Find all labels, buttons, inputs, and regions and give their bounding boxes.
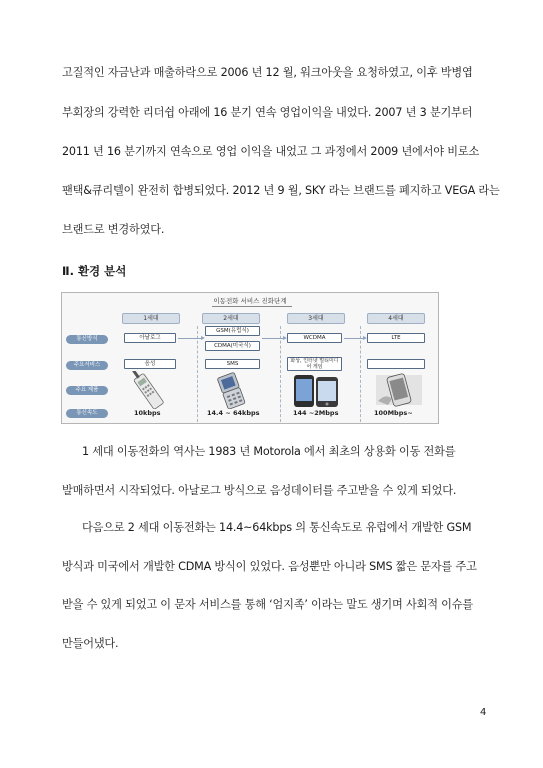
paragraph-3-line-2: 방식과 미국에서 개발한 CDMA 방식이 있었다. 음성뿐만 아니라 SMS 짧은 문자를 주고 (62, 560, 477, 573)
smartphone-icon (290, 373, 342, 409)
row-label-product: 주요 제품 (66, 386, 108, 395)
section-heading: Ⅱ. 환경 분석 (62, 264, 127, 278)
page-number: 4 (480, 707, 487, 718)
paragraph-3-line-3: 받을 수 있게 되었고 이 문자 서비스를 통해 ‘엄지족’ 이라는 말도 생기며 사회적 이슈를 (62, 598, 473, 611)
row-label-method: 통신방식 (66, 335, 108, 344)
brick-phone-icon (124, 371, 174, 409)
flip-phone-icon (210, 371, 254, 409)
generation-header-1: 1세대 (122, 313, 180, 324)
tech-box-lte: LTE (367, 333, 425, 343)
service-box-4g (367, 359, 425, 369)
generation-header-3: 3세대 (287, 313, 345, 324)
paragraph-1-line-4: 팬택&큐리텔이 완전히 합병되었다. 2012 년 9 월, SKY 라는 브랜드를 폐지하고 VEGA 라는 (62, 184, 500, 197)
paragraph-1-line-1: 고질적인 자금난과 매출하락으로 2006 년 12 월, 워크아웃을 요청하였고, 이후 박병엽 (62, 66, 473, 79)
speed-label-3g: 144 ~2Mbps (293, 409, 339, 417)
tech-box-wcdma: WCDMA (287, 333, 342, 343)
figure-title-underline (212, 306, 292, 307)
column-divider (197, 326, 198, 422)
paragraph-2-line-2: 발매하면서 시작되었다. 아날로그 방식으로 음성데이터를 주고받을 수 있게 되었다. (62, 484, 457, 497)
speed-label-2g: 14.4 ~ 64kbps (207, 409, 260, 417)
generation-header-4: 4세대 (367, 313, 425, 324)
tech-box-gsm: GSM(유럽식) (205, 326, 260, 336)
generation-header-2: 2세대 (202, 313, 260, 324)
figure-title: 이동전화 서비스 진화단계 (213, 297, 287, 305)
arrow-right-icon (344, 338, 364, 339)
paragraph-3-line-4: 만들어냈다. (62, 637, 119, 650)
row-label-speed: 통신속도 (66, 409, 108, 418)
tech-box-cdma: CDMA(미국식) (205, 341, 260, 351)
service-box-multimedia: 화상, 인터넷 멀티미디어 게임 (287, 357, 342, 371)
arrow-right-icon (262, 338, 284, 339)
paragraph-3-line-1: 다음으로 2 세대 이동전화는 14.4~64kbps 의 통신속도로 유럽에서 개발한 GSM (82, 521, 472, 534)
row-label-service: 주요서비스 (66, 361, 108, 370)
paragraph-2-line-1: 1 세대 이동전화의 역사는 1983 년 Motorola 에서 최초의 상용화 이동 전화를 (82, 445, 456, 458)
paragraph-1-line-2: 부회장의 강력한 리더쉽 아래에 16 분기 연속 영업이익을 내었다. 2007 년 3 분기부터 (62, 106, 473, 119)
speed-label-4g: 100Mbps~ (374, 409, 413, 417)
service-box-voice: 음성 (124, 359, 176, 369)
mobile-evolution-figure (61, 292, 439, 424)
service-box-sms: SMS (205, 359, 260, 369)
arrow-right-icon (178, 338, 202, 339)
column-divider (360, 326, 361, 422)
lte-phone-icon (374, 371, 424, 409)
column-divider (280, 326, 281, 422)
paragraph-1-line-5: 브랜드로 변경하였다. (62, 223, 165, 236)
tech-box-analog: 아날로그 (124, 333, 176, 343)
paragraph-1-line-3: 2011 년 16 분기까지 연속으로 영업 이익을 내었고 그 과정에서 2009 년에서야 비로소 (62, 145, 480, 158)
speed-label-1g: 10kbps (134, 409, 161, 417)
